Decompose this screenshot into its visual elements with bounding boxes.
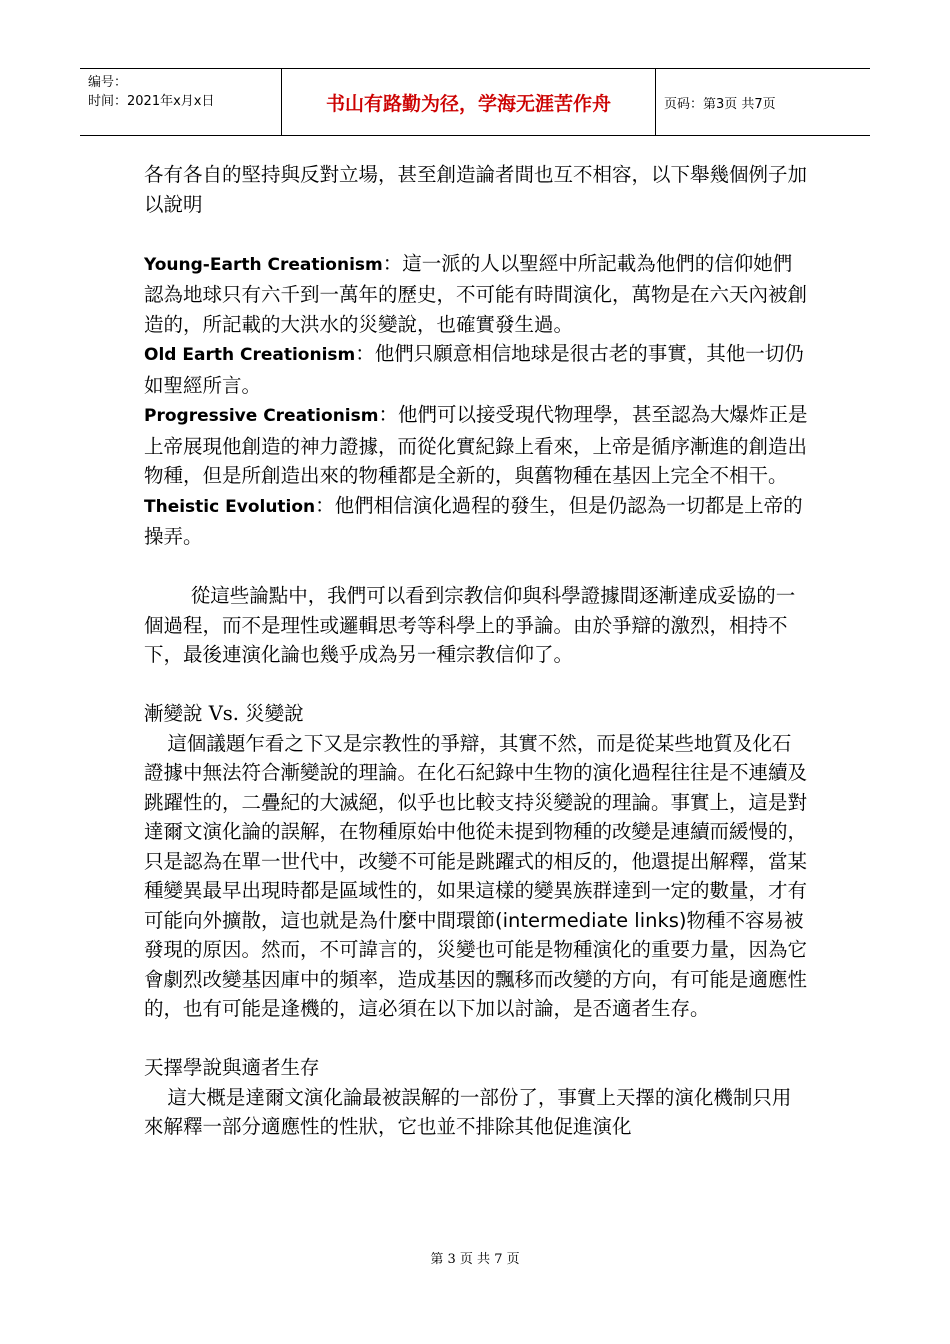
header-page-number: 页码：第3页 共7页 xyxy=(664,96,776,112)
term-label: Progressive Creationism xyxy=(144,406,379,426)
section-heading-natural-selection: 天擇學說與適者生存 xyxy=(144,1056,320,1079)
term-description: ：他們相信演化過程的發生，但是仍認為一切都是上帝的操弄。 xyxy=(144,493,803,548)
section-paragraph-natural-selection: 這大概是達爾文演化論最被誤解的一部份了，事實上天擇的演化機制只用來解釋一部分適應性的性狀，它也並不排除其他促進演化 xyxy=(144,1085,792,1138)
conclusion-paragraph: 從這些論點中，我們可以看到宗教信仰與科學證據間逐漸達成妥協的一個過程，而不是理性或邏輯思考等科學上的爭論。由於爭辯的激烈，相持不下，最後連演化論也幾乎成為另一種宗教信仰了。 xyxy=(144,584,796,666)
document-date-label: 时间：2021年x月x日 xyxy=(88,94,215,109)
intro-paragraph: 各有各自的堅持與反對立場，甚至創造論者間也互不相容，以下舉幾個例子加以說明 xyxy=(144,163,808,216)
term-label: Old Earth Creationism xyxy=(144,345,356,365)
term-description: ：他們可以接受現代物理學，甚至認為大爆炸正是上帝展現他創造的神力證據，而從化實紀錄上看來，上帝是循序漸進的創造出物種，但是所創造出來的物種都是全新的，與舊物種在基因上完全不相干。 xyxy=(144,403,808,487)
creationism-item-young-earth xyxy=(144,249,810,340)
section-paragraph-gradualism: 這個議題乍看之下又是宗教性的爭辯，其實不然，而是從某些地質及化石證據中無法符合漸變說的理論。在化石紀錄中生物的演化過程往往是不連續及跳躍性的，二疊紀的大滅絕，似乎也比較支持災變說的理論。事實上，這是對達爾文演化論的誤解，在物種原始中他從未提到物種的改變是連續而緩慢的，只是認為在單一世代中，改變不可能是跳躍式的相反的，他還提出解釋，當某種變異最早出現時都是區域性的，如果這樣的變異族群達到一定的數量，才有可能向外擴散，這也就是為什麼中間環節(intermediate links)物種不容易被發現的原因。然而，不可諱言的，災變也可能是物種演化的重要力量，因為它會劇烈改變基因庫中的頻率，造成基因的飄移而改變的方向，有可能是適應性的，也有可能是逢機的，這必須在以下加以討論，是否適者生存。 xyxy=(144,731,808,1020)
term-description: ：這一派的人以聖經中所記載為他們的信仰她們認為地球只有六千到一萬年的歷史，不可能有時間演化，萬物是在六天內被創造的，所記載的大洪水的災變說，也確實發生過。 xyxy=(144,251,808,336)
creationism-item-old-earth xyxy=(144,339,810,400)
creationism-item-progressive xyxy=(144,400,810,491)
page-footer: 第 3 页 共 7 页 xyxy=(430,1252,520,1267)
document-body xyxy=(144,160,810,1142)
creationism-item-theistic-evolution xyxy=(144,491,810,552)
section-heading-gradualism: 漸變說 Vs. 災變說 xyxy=(144,702,304,725)
header-motto: 书山有路勤为径，学海无涯苦作舟 xyxy=(282,69,656,135)
term-description: ：他們只願意相信地球是很古老的事實，其他一切仍如聖經所言。 xyxy=(144,342,804,397)
header-meta xyxy=(80,69,282,135)
page-header xyxy=(80,68,870,136)
term-label: Young-Earth Creationism xyxy=(144,254,383,275)
term-label: Theistic Evolution xyxy=(144,496,316,517)
document-number-label: 编号： xyxy=(88,75,128,90)
